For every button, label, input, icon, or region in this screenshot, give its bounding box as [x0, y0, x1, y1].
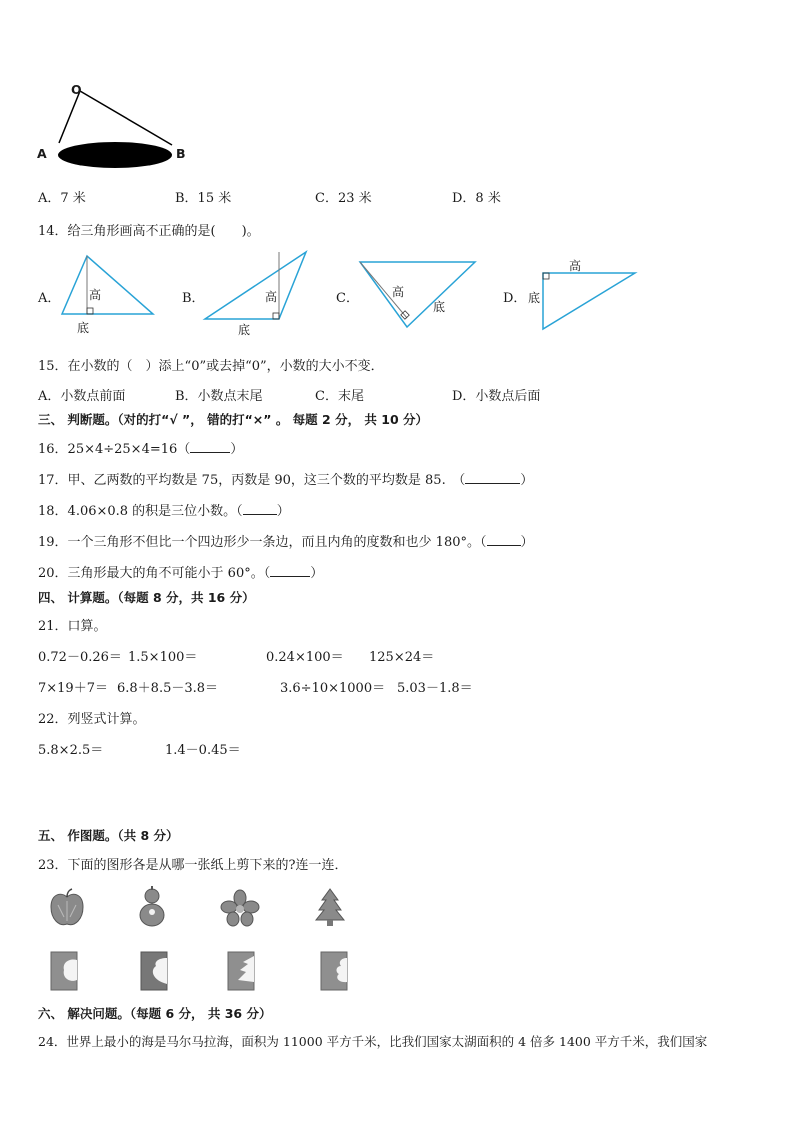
q13-option-a[interactable]: A．7 米 [38, 191, 86, 206]
q14-option-b[interactable]: B． [182, 291, 205, 306]
apple-shape[interactable] [48, 887, 86, 929]
paper-sheet-1[interactable] [48, 950, 82, 992]
q15-option-a[interactable]: A．小数点前面 [38, 389, 126, 404]
q15-option-d[interactable]: D．小数点后面 [452, 389, 541, 404]
q17-text: 17．甲、乙两数的平均数是 75，丙数是 90，这三个数的平均数是 85. （ [38, 473, 466, 488]
q17 [38, 469, 533, 488]
triangle-a-height-label: 高 [89, 288, 102, 302]
q19-text: 19．一个三角形不但比一个四边形少一条边，而且内角的度数和也少 180°。（ [38, 535, 487, 550]
q15-option-b[interactable]: B．小数点末尾 [175, 389, 263, 404]
calc-r1-c2: 1.5×100＝ [128, 650, 198, 665]
calc-r2-c3: 3.6÷10×1000＝ [280, 681, 386, 696]
calc-r2-c4: 5.03－1.8＝ [397, 681, 473, 696]
triangle-c [357, 258, 479, 333]
paper-sheet-2[interactable] [138, 950, 172, 992]
calc-r2-c1: 7×19＋7＝ [38, 681, 108, 696]
q13-option-c[interactable]: C．23 米 [315, 191, 372, 206]
paper-sheet-4[interactable] [318, 950, 352, 992]
section-5-title: 五、 作图题。（共 8 分） [38, 828, 179, 843]
flower-shape[interactable] [220, 889, 260, 927]
calc-r2-c2: 6.8＋8.5－3.8＝ [117, 681, 219, 696]
triangle-c-height-label: 高 [392, 285, 405, 299]
paper-sheet-3[interactable] [225, 950, 259, 992]
q18-close: ） [276, 504, 290, 519]
q20-text: 20．三角形最大的角不可能小于 60°。（ [38, 566, 271, 581]
q14-stem: 14．给三角形画高不正确的是( )。 [38, 224, 260, 239]
q16-text: 16．25×4÷25×4=16（ [38, 442, 191, 457]
q19-close: ） [520, 535, 534, 550]
q16-close: ） [230, 442, 244, 457]
q21-stem: 21．口算。 [38, 619, 107, 634]
triangle-d [540, 270, 640, 334]
triangle-a-base-label: 底 [77, 321, 90, 335]
q15-stem: 15．在小数的（ ）添上“0”或去掉“0”，小数的大小不变． [38, 359, 384, 374]
q16 [38, 438, 243, 457]
triangle-b-base-label: 底 [238, 323, 251, 337]
q16-answer-blank[interactable] [190, 440, 230, 453]
calc-r1-c4: 125×24＝ [369, 650, 435, 665]
triangle-a [60, 254, 160, 334]
point-o-label: O [71, 82, 82, 97]
section-3-title: 三、 判断题。（对的打“√ ”， 错的打“×” 。 每题 2 分， 共 10 分） [38, 412, 429, 427]
tree-shape[interactable] [314, 887, 346, 927]
q17-answer-blank[interactable] [465, 471, 520, 484]
triangle-b-height-label: 高 [265, 290, 278, 304]
calc-r3-c1: 5.8×2.5＝ [38, 743, 104, 758]
point-b-label: B [176, 146, 186, 161]
q20 [38, 562, 323, 581]
q20-close: ） [310, 566, 324, 581]
q14-option-c[interactable]: C． [336, 291, 359, 306]
q14-option-a[interactable]: A． [38, 291, 61, 306]
calc-r1-c3: 0.24×100＝ [266, 650, 344, 665]
triangle-b [202, 250, 312, 325]
calc-r1-c1: 0.72－0.26＝ [38, 650, 122, 665]
calc-r3-c2: 1.4－0.45＝ [165, 743, 241, 758]
q20-answer-blank[interactable] [270, 564, 310, 577]
triangle-d-base-label: 底 [528, 291, 541, 305]
q18-answer-blank[interactable] [243, 502, 277, 515]
section-6-title: 六、 解决问题。（每题 6 分， 共 36 分） [38, 1006, 272, 1021]
q14-option-d[interactable]: D． [503, 291, 527, 306]
q13-option-d[interactable]: D．8 米 [452, 191, 501, 206]
q19-answer-blank[interactable] [487, 533, 521, 546]
q15-option-c[interactable]: C．末尾 [315, 389, 364, 404]
q24-text: 24．世界上最小的海是马尔马拉海，面积为 11000 平方千米，比我们国家太湖面积的 4 倍多 1400 平方千米，我们国家 [38, 1034, 708, 1049]
q18-text: 18．4.06×0.8 的积是三位小数。（ [38, 504, 243, 519]
q22-stem: 22．列竖式计算。 [38, 712, 146, 727]
point-a-label: A [37, 146, 47, 161]
q18 [38, 500, 290, 519]
triangle-c-base-label: 底 [433, 300, 446, 314]
q23-stem: 23．下面的图形各是从哪一张纸上剪下来的?连一连． [38, 858, 348, 873]
gourd-shape[interactable] [136, 885, 168, 929]
q19 [38, 531, 534, 550]
triangle-d-height-label: 高 [569, 259, 582, 273]
q17-close: ） [520, 473, 534, 488]
q13-option-b[interactable]: B．15 米 [175, 191, 232, 206]
section-4-title: 四、 计算题。（每题 8 分，共 16 分） [38, 590, 255, 605]
